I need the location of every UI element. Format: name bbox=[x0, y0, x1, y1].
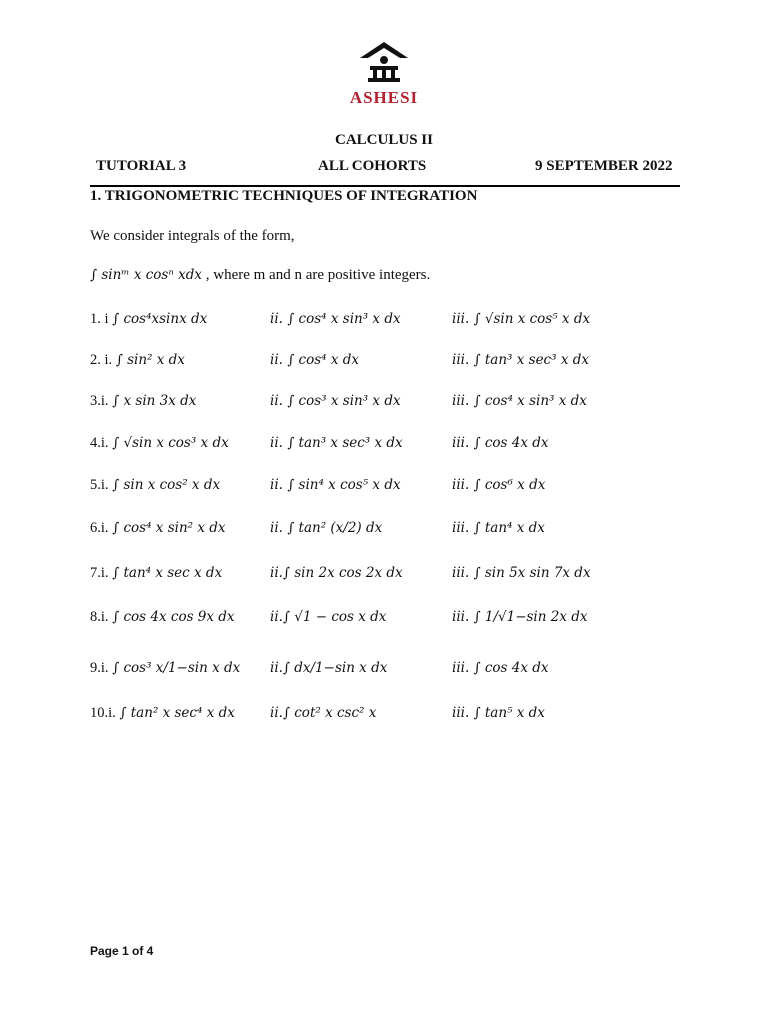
building-icon bbox=[356, 40, 412, 84]
exercise-3-iii: iii. ∫ cos⁴ x sin³ x dx bbox=[452, 393, 587, 409]
exercise-7-i: 7.i. ∫ tan⁴ x sec x dx bbox=[90, 565, 223, 581]
exercise-8-ii: ii.∫ √1 − cos x dx bbox=[270, 609, 387, 625]
exercise-3-ii: ii. ∫ cos³ x sin³ x dx bbox=[270, 393, 401, 409]
brand-name: ASHESI bbox=[349, 88, 419, 107]
exercise-5-ii: ii. ∫ sin⁴ x cos⁵ x dx bbox=[270, 477, 401, 493]
exercise-5-i: 5.i. ∫ sin x cos² x dx bbox=[90, 477, 221, 493]
exercise-7-ii: ii.∫ sin 2x cos 2x dx bbox=[270, 565, 403, 581]
exercise-3-i: 3.i. ∫ x sin 3x dx bbox=[90, 393, 197, 409]
page-number: Page 1 of 4 bbox=[90, 944, 154, 958]
exercise-6-i: 6.i. ∫ cos⁴ x sin² x dx bbox=[90, 520, 226, 536]
exercise-5-iii: iii. ∫ cos⁶ x dx bbox=[452, 477, 546, 493]
form-integral: ∫ sinᵐ x cosⁿ xdx bbox=[90, 267, 202, 283]
exercise-1-iii: iii. ∫ √sin x cos⁵ x dx bbox=[452, 311, 591, 327]
form-suffix: , where m and n are positive integers. bbox=[205, 267, 431, 283]
exercise-1-i: 1. i ∫ cos⁴xsinx dx bbox=[90, 311, 208, 327]
exercise-9-ii: ii.∫ dx/1−sin x dx bbox=[270, 660, 388, 676]
exercise-1-ii: ii. ∫ cos⁴ x sin³ x dx bbox=[270, 311, 401, 327]
integral-form bbox=[90, 267, 430, 284]
header-divider bbox=[90, 185, 680, 187]
date-label: 9 SEPTEMBER 2022 bbox=[535, 158, 673, 174]
intro-text: We consider integrals of the form, bbox=[90, 228, 295, 244]
exercise-4-ii: ii. ∫ tan³ x sec³ x dx bbox=[270, 435, 403, 451]
exercise-6-ii: ii. ∫ tan² (x/2) dx bbox=[270, 520, 383, 536]
exercise-10-iii: iii. ∫ tan⁵ x dx bbox=[452, 705, 545, 721]
exercise-4-iii: iii. ∫ cos 4x dx bbox=[452, 435, 549, 451]
exercise-9-i: 9.i. ∫ cos³ x/1−sin x dx bbox=[90, 660, 241, 676]
exercise-8-iii: iii. ∫ 1/√1−sin 2x dx bbox=[452, 609, 588, 625]
exercise-10-ii: ii.∫ cot² x csc² x bbox=[270, 705, 377, 721]
ashesi-logo bbox=[334, 40, 434, 110]
exercise-6-iii: iii. ∫ tan⁴ x dx bbox=[452, 520, 545, 536]
course-title: CALCULUS II bbox=[335, 132, 433, 148]
exercise-7-iii: iii. ∫ sin 5x sin 7x dx bbox=[452, 565, 591, 581]
exercise-9-iii: iii. ∫ cos 4x dx bbox=[452, 660, 549, 676]
exercise-4-i: 4.i. ∫ √sin x cos³ x dx bbox=[90, 435, 229, 451]
exercise-8-i: 8.i. ∫ cos 4x cos 9x dx bbox=[90, 609, 235, 625]
exercise-2-ii: ii. ∫ cos⁴ x dx bbox=[270, 352, 360, 368]
section-title: 1. TRIGONOMETRIC TECHNIQUES OF INTEGRATION bbox=[90, 188, 478, 204]
exercise-2-i: 2. i. ∫ sin² x dx bbox=[90, 352, 185, 368]
cohort-label: ALL COHORTS bbox=[318, 158, 427, 174]
exercise-10-i: 10.i. ∫ tan² x sec⁴ x dx bbox=[90, 705, 235, 721]
exercise-2-iii: iii. ∫ tan³ x sec³ x dx bbox=[452, 352, 589, 368]
tutorial-label: TUTORIAL 3 bbox=[96, 158, 187, 174]
